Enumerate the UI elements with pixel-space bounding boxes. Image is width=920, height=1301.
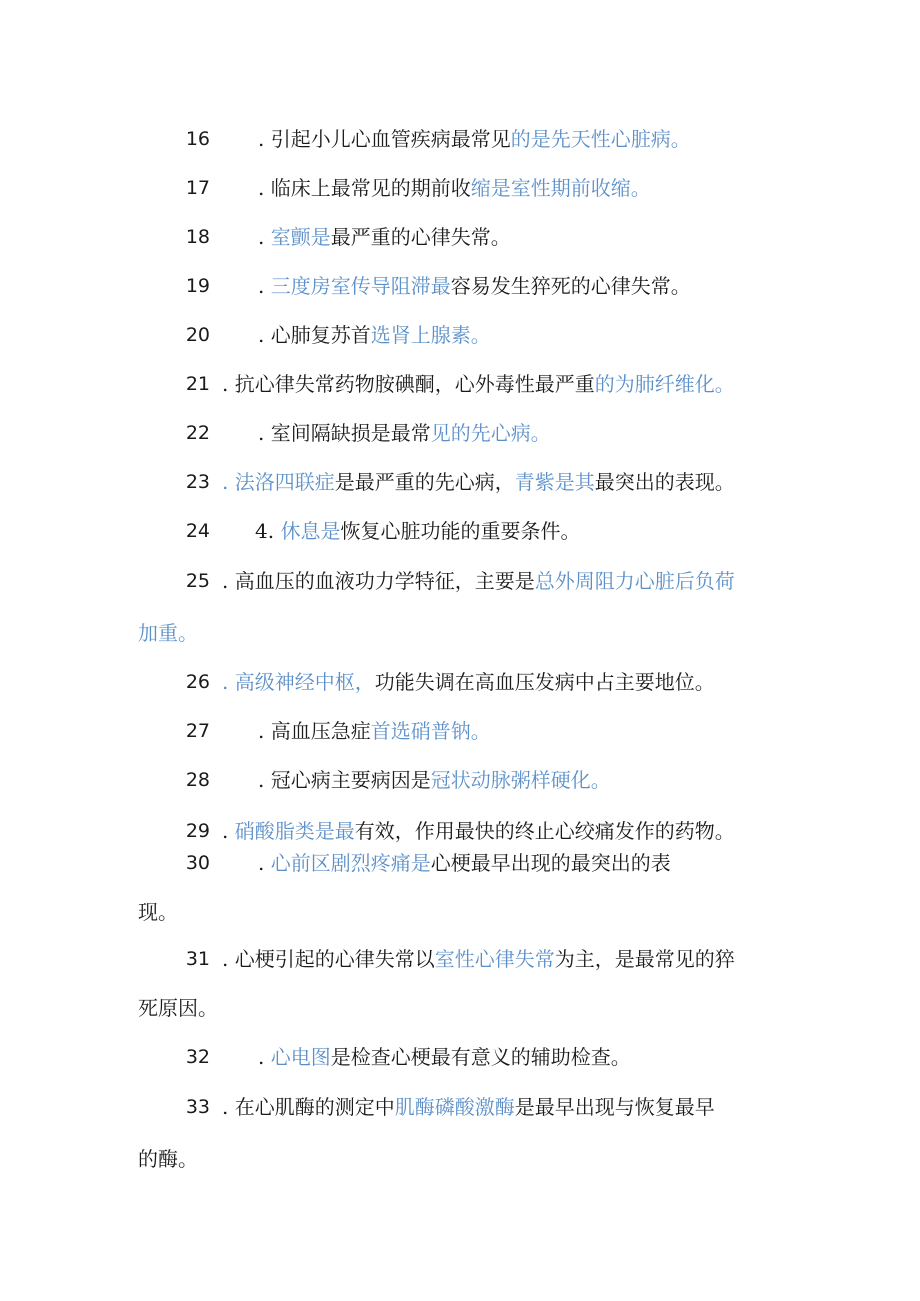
item-text	[138, 899, 178, 925]
text-segment: 的酶。	[138, 1147, 198, 1171]
text-segment: . 心梗引起的心律失常以	[222, 947, 435, 971]
text-segment: 最严重的心律失常。	[330, 225, 511, 249]
highlighted-text: 心电图	[270, 1045, 331, 1069]
text-segment: 最突出的表现。	[594, 470, 735, 494]
text-segment: . 心肺复苏首	[258, 323, 371, 347]
item-number: 30	[185, 852, 210, 874]
highlighted-text: 加重。	[138, 621, 198, 645]
text-segment: 容易发生猝死的心律失常。	[450, 274, 691, 298]
item-number: 32	[185, 1046, 210, 1068]
item-text	[222, 371, 735, 397]
text-segment: 功能失调在高血压发病中占主要地位。	[374, 670, 715, 694]
item-text	[258, 1044, 631, 1070]
item-text	[258, 718, 491, 744]
item-text	[138, 1146, 198, 1172]
highlighted-text: 肌酶磷酸激酶	[394, 1095, 515, 1119]
text-segment: 恢复心脏功能的重要条件。	[340, 519, 581, 543]
text-segment: 4.	[255, 519, 281, 543]
item-number: 27	[185, 720, 210, 742]
item-number: 24	[185, 520, 210, 542]
text-segment: 是最严重的先心病，	[334, 470, 515, 494]
item-text	[138, 620, 198, 646]
text-segment: 是最早出现与恢复最早	[514, 1095, 715, 1119]
text-segment: .	[222, 819, 235, 843]
item-number: 16	[185, 128, 210, 150]
item-number: 20	[185, 324, 210, 346]
text-segment: .	[258, 851, 271, 875]
item-text	[258, 322, 491, 348]
highlighted-text: 缩是室性期前收缩。	[470, 176, 651, 200]
highlighted-text: 总外周阻力心脏后负荷	[534, 569, 735, 593]
highlighted-text: 三度房室传导阻滞最	[270, 274, 451, 298]
item-text	[222, 1094, 715, 1120]
highlighted-text: 休息是	[280, 519, 341, 543]
item-number: 22	[185, 422, 210, 444]
item-number: 23	[185, 471, 210, 493]
item-text	[258, 420, 551, 446]
text-segment: 现。	[138, 900, 178, 924]
item-text	[222, 946, 735, 972]
text-segment: .	[258, 274, 271, 298]
item-number: 33	[185, 1096, 210, 1118]
highlighted-text: 见的先心病。	[430, 421, 551, 445]
text-segment: . 在心肌酶的测定中	[222, 1095, 395, 1119]
item-number: 26	[185, 671, 210, 693]
item-text	[138, 995, 218, 1021]
item-text	[222, 669, 715, 695]
text-segment: . 抗心律失常药物胺碘酮，心外毒性最严重	[222, 372, 595, 396]
text-segment: 有效，作用最快的终止心绞痛发作的药物。	[354, 819, 735, 843]
text-segment: . 高血压急症	[258, 719, 371, 743]
item-text	[258, 224, 511, 250]
highlighted-text: 硝酸脂类是最	[234, 819, 355, 843]
text-segment: . 临床上最常见的期前收	[258, 176, 471, 200]
text-segment: . 引起小儿心血管疾病最常见	[258, 127, 511, 151]
item-text	[222, 469, 735, 495]
highlighted-text: 的为肺纤维化。	[594, 372, 735, 396]
text-segment: . 高血压的血液功力学特征，主要是	[222, 569, 535, 593]
item-text	[258, 175, 651, 201]
item-text	[258, 273, 691, 299]
text-segment: 是检查心梗最有意义的辅助检查。	[330, 1045, 631, 1069]
item-number: 21	[185, 373, 210, 395]
text-segment: 为主，是最常见的猝	[554, 947, 735, 971]
text-segment: .	[258, 1045, 271, 1069]
highlighted-text: 室颤是	[270, 225, 331, 249]
item-number: 19	[185, 275, 210, 297]
text-segment: .	[258, 225, 271, 249]
item-text	[258, 767, 611, 793]
item-number: 28	[185, 769, 210, 791]
highlighted-text: . 法洛四联症	[222, 470, 335, 494]
item-text	[222, 818, 735, 844]
item-number: 17	[185, 177, 210, 199]
highlighted-text: 青紫是其	[514, 470, 595, 494]
highlighted-text: 的是先天性心脏病。	[510, 127, 691, 151]
item-text	[258, 850, 671, 876]
highlighted-text: 冠状动脉粥样硬化。	[430, 768, 611, 792]
highlighted-text: . 高级神经中枢，	[222, 670, 375, 694]
item-number: 18	[185, 226, 210, 248]
highlighted-text: 心前区剧烈疼痛是	[270, 851, 431, 875]
item-text	[258, 126, 691, 152]
item-number: 31	[185, 948, 210, 970]
item-text	[255, 518, 580, 544]
item-number: 25	[185, 570, 210, 592]
item-number: 29	[185, 820, 210, 842]
text-segment: 心梗最早出现的最突出的表	[430, 851, 671, 875]
highlighted-text: 选肾上腺素。	[370, 323, 491, 347]
item-text	[222, 568, 735, 594]
text-segment: 死原因。	[138, 996, 218, 1020]
text-segment: . 冠心病主要病因是	[258, 768, 431, 792]
highlighted-text: 室性心律失常	[434, 947, 555, 971]
highlighted-text: 首选硝普钠。	[370, 719, 491, 743]
text-segment: . 室间隔缺损是最常	[258, 421, 431, 445]
